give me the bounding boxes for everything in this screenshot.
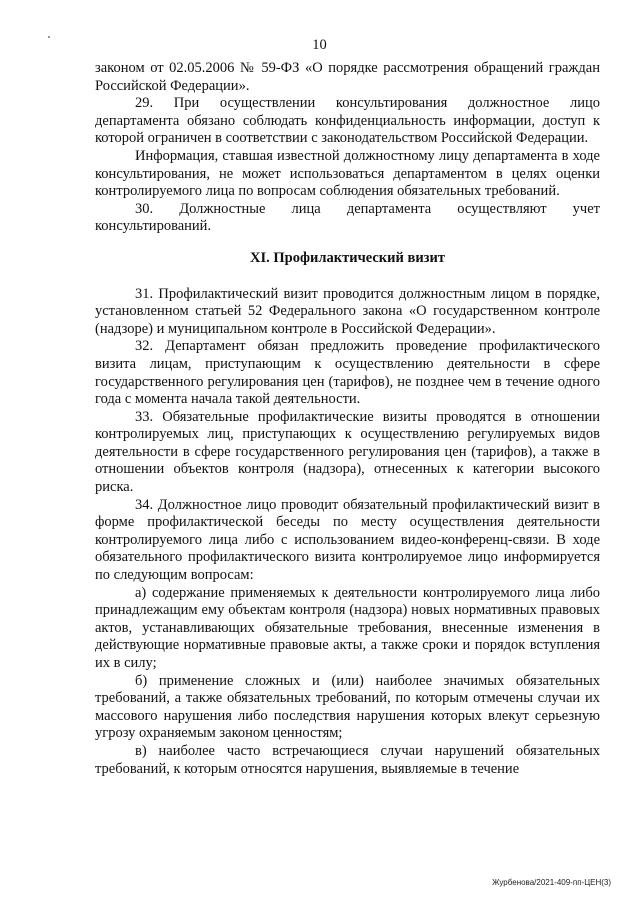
paragraph-continuation: законом от 02.05.2006 № 59-ФЗ «О порядке рассмотрения обращений граждан Российской Федерации». (95, 60, 600, 94)
document-body (95, 60, 600, 778)
paragraph-30: 30. Должностные лица департамента осуществляют учет консультирований. (95, 200, 600, 235)
paragraph-34: 34. Должностное лицо проводит обязательный профилактический визит в форме профилактической беседы по месту осуществления деятельности контролируемого лица либо с использованием видео-конференц-связи. В ходе обязательного профилактического визита контролируемое лицо информируется по следующим вопросам: (95, 496, 600, 584)
page-number: 10 (312, 37, 327, 53)
paragraph-29-info: Информация, ставшая известной должностному лицу департамента в ходе консультирования, не может использоваться департаментом в целях оценки контролируемого лица по вопросам соблюдения обязательных требований. (95, 147, 600, 200)
list-item-b: б) применение сложных и (или) наиболее значимых обязательных требований, а также обязательных требований, по которым отмечены случаи их массового нарушения либо последствия нарушения которых влекут серьезную угрозу охраняемым законом ценностям; (95, 672, 600, 742)
footer-document-code: Журбенова/2021-409-пп-ЦЕН(3) (492, 878, 611, 887)
list-item-a: а) содержание применяемых к деятельности контролируемого лица либо принадлежащим ему объектам контроля (надзора) новых нормативных правовых актов, устанавливающих обязательные требования, внесенные изменения в действующие нормативные правовые акты, а также сроки и порядок вступления их в силу; (95, 584, 600, 671)
section-heading: XI. Профилактический визит (250, 249, 445, 266)
paragraph-29: 29. При осуществлении консультирования должностное лицо департамента обязано соблюдать конфиденциальность информации, доступ к которой ограничен в соответствии с законодательством Российской Федерации. (95, 95, 600, 147)
paragraph-33: 33. Обязательные профилактические визиты проводятся в отношении контролируемых лиц, приступающих к осуществлению регулируемых видов деятельности в сфере государственного регулирования цен (тарифов), а также в отношении объектов контроля (надзора), отнесенных к категории высокого риска. (95, 408, 600, 496)
paragraph-31: 31. Профилактический визит проводится должностным лицом в порядке, установленном статьей 52 Федерального закона «О государственном контроле (надзоре) и муниципальном контроле в Российской Федерации». (95, 285, 600, 337)
paragraph-32: 32. Департамент обязан предложить проведение профилактического визита лицам, приступающим к осуществлению деятельности в сфере государственного регулирования цен (тарифов), не позднее чем в течение одного года с момента начала такой деятельности. (95, 338, 600, 408)
list-item-c: в) наиболее часто встречающиеся случаи нарушений обязательных требований, к которым относятся нарушения, выявляемые в течение (95, 742, 600, 777)
